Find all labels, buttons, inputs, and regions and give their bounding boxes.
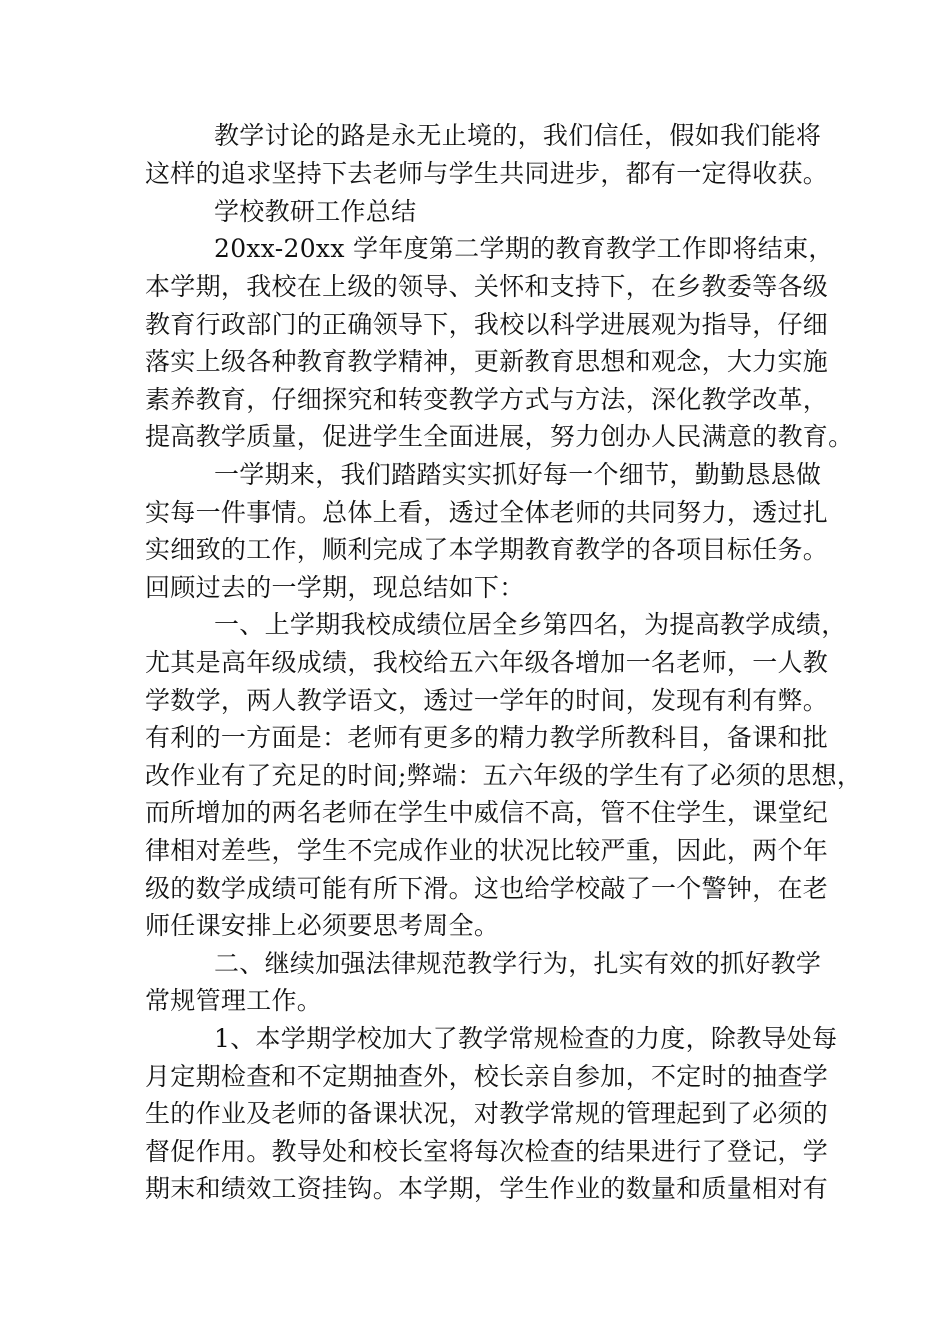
text-line: 师任课安排上必须要思考周全。 [145,911,500,940]
text-line: 素养教育，仔细探究和转变教学方式与方法，深化教学改革， [145,385,829,414]
text-line: 一学期来，我们踏踏实实抓好每一个细节，勤勤恳恳做 [214,460,822,489]
text-line: 级的数学成绩可能有所下滑。这也给学校敲了一个警钟，在老 [145,874,829,903]
text-line: 教育行政部门的正确领导下，我校以科学进展观为指导，仔细 [145,310,829,339]
text-line: 一、上学期我校成绩位居全乡第四名，为提高教学成绩， [214,610,847,639]
text-line: 而所增加的两名老师在学生中威信不高，管不住学生，课堂纪 [145,798,829,827]
text-line: 1、本学期学校加大了教学常规检查的力度，除教导处每 [214,1024,838,1053]
text-line: 提高教学质量，促进学生全面进展，努力创办人民满意的教育。 [145,422,854,451]
text-line: 本学期，我校在上级的领导、关怀和支持下，在乡教委等各级 [145,272,829,301]
text-line: 改作业有了充足的时间;弊端：五六年级的学生有了必须的思想， [145,761,863,790]
text-line: 这样的追求坚持下去老师与学生共同进步，都有一定得收获。 [145,159,829,188]
section-title: 学校教研工作总结 [214,197,417,226]
text-line: 实细致的工作，顺利完成了本学期教育教学的各项目标任务。 [145,535,829,564]
text-line: 二、继续加强法律规范教学行为，扎实有效的抓好教学 [214,949,822,978]
text-line: 回顾过去的一学期，现总结如下： [145,573,525,602]
text-line: 律相对差些，学生不完成作业的状况比较严重，因此，两个年 [145,836,829,865]
text-line: 实每一件事情。总体上看，透过全体老师的共同努力，透过扎 [145,498,829,527]
text-line: 学数学，两人教学语文，透过一学年的时间，发现有利有弊。 [145,686,829,715]
text-line: 期末和绩效工资挂钩。本学期，学生作业的数量和质量相对有 [145,1174,829,1203]
text-line: 落实上级各种教育教学精神，更新教育思想和观念，大力实施 [145,347,829,376]
text-line: 20xx-20xx 学年度第二学期的教育教学工作即将结束， [214,234,834,263]
text-line: 尤其是高年级成绩，我校给五六年级各增加一名老师，一人教 [145,648,829,677]
text-line: 月定期检查和不定期抽查外，校长亲自参加，不定时的抽查学 [145,1062,829,1091]
text-line: 教学讨论的路是永无止境的，我们信任，假如我们能将 [214,121,822,150]
text-line: 生的作业及老师的备课状况，对教学常规的管理起到了必须的 [145,1099,829,1128]
text-line: 有利的一方面是：老师有更多的精力教学所教科目，备课和批 [145,723,829,752]
text-line: 常规管理工作。 [145,986,323,1015]
text-line: 督促作用。教导处和校长室将每次检查的结果进行了登记，学 [145,1137,829,1166]
